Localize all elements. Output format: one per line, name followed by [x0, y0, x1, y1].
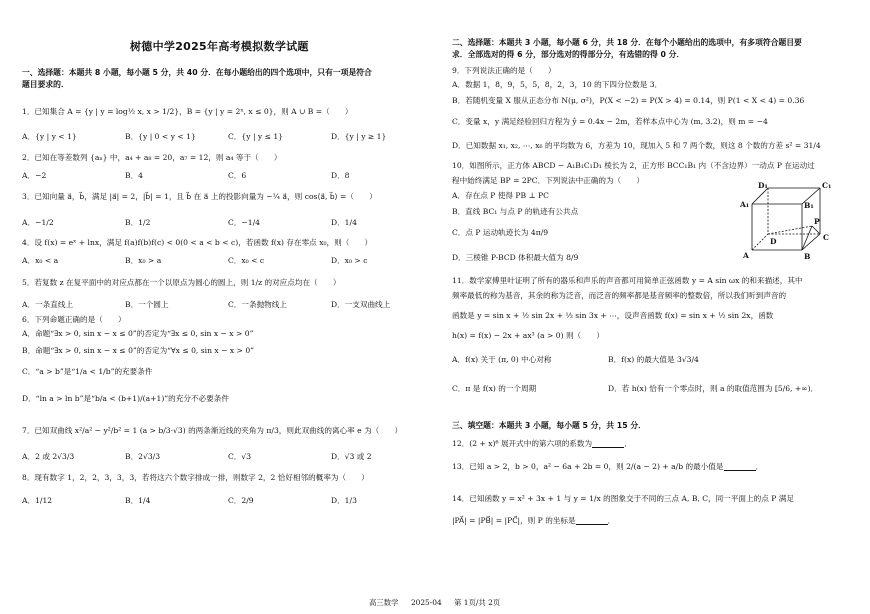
part1-header-line2: 题目要求的． [22, 80, 69, 90]
part1-header-line1: 一、选择题：本题共 8 小题，每小题 5 分，共 40 分．在每小题给出的四个选项中，只有一项是符合 [22, 68, 372, 77]
footer-page-number: 第 1页/共 2页 [454, 598, 501, 607]
question-4-stem: 4．设 f(x) = eˣ + lnx，满足 f(a)f(b)f(c) < 0(0 < a < b < c)，若函数 f(x) 存在零点 x₀，则（ ） [22, 238, 373, 247]
footer-subject: 高三数学 [369, 598, 399, 607]
edge-ad-hidden [752, 234, 768, 250]
question-5-option-d: D．一支双曲线上 [331, 300, 391, 309]
question-3-stem: 3．已知向量 a⃗，b⃗，满足 |a⃗| = 2，|b⃗| = 1，且 b⃗ 在 a⃗ 上的投影向量为 −¼ a⃗，则 cos⟨a⃗, b⃗⟩ =（ ） [22, 192, 377, 201]
part3-header: 三、填空题：本题共 3 小题，每小题 5 分，共 15 分． [452, 421, 646, 430]
question-9-stem: 9．下列说法正确的是（ ） [452, 66, 556, 75]
question-5-option-a: A．一条直线上 [22, 300, 74, 309]
question-5-option-b: B．一个圆上 [125, 300, 169, 309]
label-d: D [770, 237, 777, 246]
question-1-option-d: D．{y | y ≥ 1} [331, 132, 387, 141]
question-8-stem: 8．现有数字 1，2，2，3，3，3，若将这六个数字排成一排，则数字 2，2 恰好相邻的概率为（ ） [22, 473, 369, 482]
edge-a1d1 [752, 188, 768, 204]
question-6-option-b: B．命题“∃x > 0, sin x − x ≤ 0”的否定为“∀x ≤ 0, sin x − x > 0” [22, 346, 255, 355]
question-8-option-d: D．1/3 [331, 496, 357, 505]
question-4-option-c: C．x₀ < c [228, 256, 265, 265]
question-5-option-c: C．一条抛物线上 [228, 300, 287, 309]
question-10-stem-line2: 程中始终满足 BP = 2PC．下列说法中正确的为（ ） [452, 176, 644, 185]
question-6-option-d: D．“ln a > ln b”是“b/a < (b+1)/(a+1)”的充分不必要条件 [22, 394, 229, 403]
question-9-option-d: D．已知数据 x₁, x₂, ⋯, x₆ 的平均数为 6，方差为 10，现加入 5 和 7 两个数，则这 8 个数的方差 s² = 31/4 [452, 141, 821, 150]
question-3-option-b: B．1/2 [125, 218, 151, 227]
question-3-option-a: A．−1/2 [22, 218, 54, 227]
label-b: B [804, 252, 811, 261]
question-9-option-a: A．数据 1，8，9，5，5，8，2，3，10 的下四分位数是 3． [452, 80, 663, 89]
page-footer [369, 598, 510, 607]
question-12: 12．(2 + x)⁶ 展开式中的第六项的系数为 ． [452, 439, 632, 448]
label-a1: A₁ [740, 200, 750, 209]
question-14-line1: 14．已知函数 y = x² + 3x + 1 与 y = 1/x 的图象交于不同的三点 A, B, C，同一平面上的点 P 满足 [452, 494, 794, 503]
question-7-option-b: B．2√3/3 [125, 452, 161, 461]
question-1-option-a: A．{y | y < 1} [22, 132, 77, 141]
segment-bp [802, 226, 812, 250]
segment-pc [812, 226, 820, 234]
question-4-option-d: D．x₀ > c [331, 256, 368, 265]
label-a: A [743, 251, 749, 260]
question-10-option-d: D．三棱锥 P-BCD 体积最大值为 8/9 [452, 253, 579, 262]
question-7-option-a: A．2 或 2√3/3 [22, 452, 75, 461]
part1-header [22, 67, 427, 91]
label-c1: C₁ [822, 181, 832, 190]
question-8-option-a: A．1/12 [22, 496, 53, 505]
question-11-line2: 频率最低的称为基音，其余的称为泛音，而泛音的频率都是基音频率的整数倍，所以我们听到声音的 [452, 291, 787, 300]
question-4-option-b: B．x₀ > a [125, 256, 162, 265]
label-p: P [814, 217, 820, 226]
question-7-option-d: D．√3 或 2 [331, 452, 372, 461]
question-1-stem: 1．已知集合 A = {y | y = log½ x, x > 1/2}，B = {y | y = 2ˣ, x ≤ 0}，则 A ∪ B =（ ） [22, 107, 353, 116]
question-11-line1: 11．数学家傅里叶证明了所有的器乐和声乐的声音都可用简单正弦函数 y = A sin ωx 的和来描述，其中 [452, 276, 803, 285]
answer-blank-12[interactable] [592, 440, 624, 448]
question-5-stem: 5．若复数 z 在复平面中的对应点都在一个以原点为圆心的圆上，则 1/z 的对应点均在（ ） [22, 278, 341, 287]
question-2-option-b: B．4 [125, 171, 144, 180]
part2-header-line1: 二、选择题：本题共 3 小题，每小题 6 分，共 18 分．在每个小题给出的选项中，有多项符合题目要 [452, 38, 802, 47]
question-6-option-a: A．命题“∃x > 0, sin x − x ≤ 0”的否定为“∃x ≤ 0, sin x − x > 0” [22, 329, 254, 338]
question-7-option-c: C．√3 [228, 452, 252, 461]
question-11-option-c: C．π 是 f(x) 的一个周期 [452, 384, 537, 393]
question-10-option-b: B．直线 BC₁ 与点 P 的轨迹有公共点 [452, 207, 579, 216]
segment-dp-hidden [768, 226, 812, 234]
question-3-option-c: C．−1/4 [228, 218, 260, 227]
answer-blank-13[interactable] [724, 463, 756, 471]
question-10-option-c: C．点 P 运动轨迹长为 4π/9 [452, 228, 549, 237]
question-2-option-d: D．8 [331, 171, 350, 180]
question-7-stem: 7．已知双曲线 x²/a² − y²/b² = 1 (a > b/3·√3) 的两条渐近线的夹角为 π/3，则此双曲线的离心率 e 为（ ） [22, 426, 403, 435]
question-13-text: 13．已知 a > 2，b > 0，a² − 6a + 2b = 0，则 2/(a − 2) + a/b 的最小值是 [452, 462, 724, 471]
question-6-option-c: C．“a > b”是“1/a < 1/b”的充要条件 [22, 367, 153, 376]
edge-bc [802, 234, 820, 250]
question-14-line2: |PA⃗| = |PB⃗| = |PC⃗|，则 P 的坐标是 ． [452, 516, 616, 525]
answer-blank-14[interactable] [576, 517, 608, 525]
question-9-option-b: B．若随机变量 X 服从正态分布 N(μ, σ²)，P(X < −2) = P(X > 4) = 0.14，则 P(1 < X < 4) = 0.36 [452, 96, 805, 105]
question-9-option-c: C．变量 x，y 满足经验回归方程为 ŷ = 0.4x − 2m，若样本点中心为 (m, 3.2)，则 m = −4 [452, 117, 768, 126]
question-3-option-d: D．1/4 [331, 218, 357, 227]
question-1-option-b: B．{y | 0 < y < 1} [125, 132, 196, 141]
question-8-option-c: C．2/9 [228, 496, 254, 505]
question-1-option-c: C．{y | y ≤ 1} [228, 132, 284, 141]
question-11-option-d: D．若 h(x) 恰有一个零点时，则 a 的取值范围为 [5/6, +∞)． [608, 384, 819, 393]
question-14-text: |PA⃗| = |PB⃗| = |PC⃗|，则 P 的坐标是 [452, 516, 576, 525]
question-2-option-a: A．−2 [22, 171, 47, 180]
label-d1: D₁ [758, 181, 768, 190]
question-11-line4: h(x) = f(x) − 2x + ax³ (a > 0) 则（ ） [452, 331, 604, 340]
part2-header-line2: 求．全部选对的得 6 分，部分选对的得部分分，有选错的得 0 分． [452, 50, 685, 60]
question-2-option-c: C．6 [228, 171, 247, 180]
question-11-line3: 函数是 y = sin x + ½ sin 2x + ⅓ sin 3x + ⋯，设声音函数 f(x) = sin x + ½ sin 2x，函数 [452, 311, 774, 320]
part2-header [452, 37, 856, 61]
footer-date: 2025-04 [410, 598, 442, 607]
question-2-stem: 2．已知在等差数列 {aₙ} 中，a₄ + a₈ = 20，a₇ = 12，则 a₄ 等于（ ） [22, 153, 282, 162]
label-c: C [823, 233, 829, 242]
question-12-text: 12．(2 + x)⁶ 展开式中的第六项的系数为 [452, 439, 593, 448]
question-10-option-a: A．存在点 P 使得 PB ⊥ PC [452, 191, 549, 200]
label-b1: B₁ [804, 201, 814, 210]
cube-figure [740, 180, 840, 262]
page-title: 树德中学2025年高考模拟数学试题 [130, 40, 309, 53]
question-6-stem: 6．下列命题正确的是（ ） [22, 315, 126, 324]
question-10-stem-line1: 10．如图所示，正方体 ABCD − A₁B₁C₁D₁ 棱长为 2，正方形 BCC₁B₁ 内（不含边界）一动点 P 在运动过 [452, 161, 815, 170]
question-13: 13．已知 a > 2，b > 0，a² − 6a + 2b = 0，则 2/(a − 2) + a/b 的最小值是 ． [452, 462, 764, 471]
question-11-option-a: A．f(x) 关于 (π, 0) 中心对称 [452, 355, 552, 364]
question-8-option-b: B．1/4 [125, 496, 151, 505]
question-4-option-a: A．x₀ < a [22, 256, 59, 265]
question-11-option-b: B．f(x) 的最大值是 3√3/4 [608, 355, 699, 364]
